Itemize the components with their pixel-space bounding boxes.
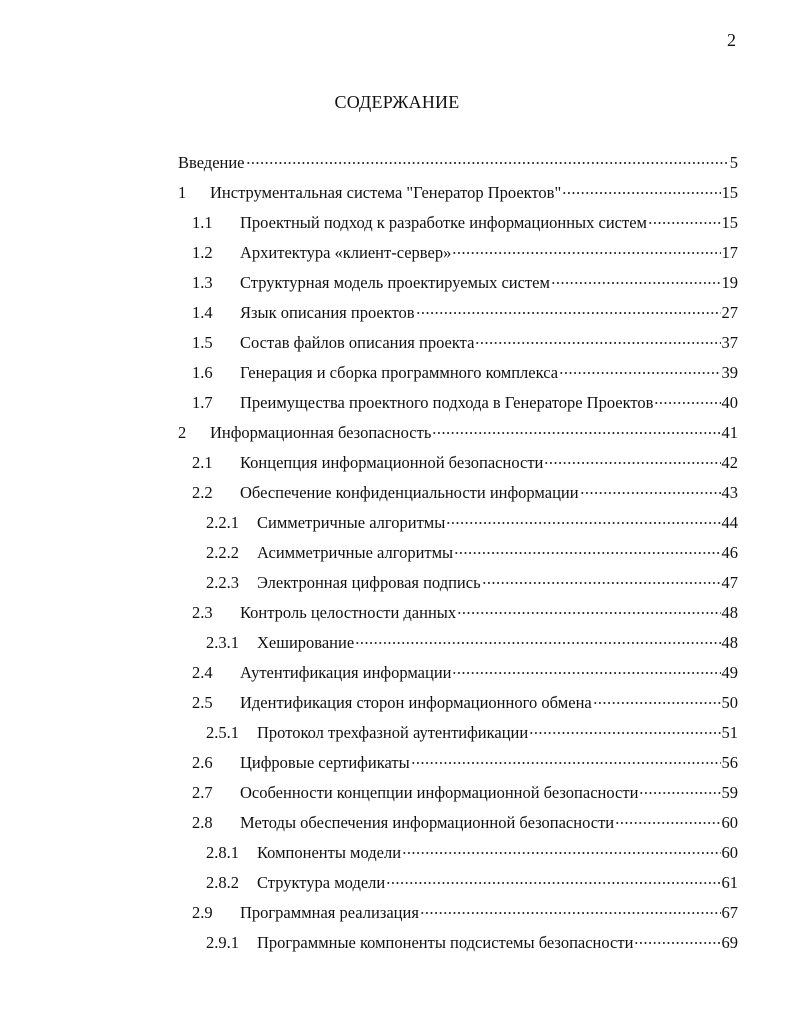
toc-entry <box>178 658 738 688</box>
toc-entry <box>178 508 738 538</box>
toc-entry <box>178 598 738 628</box>
toc-entry-title: Преимущества проектного подхода в Генераторе Проектов <box>240 393 654 412</box>
toc-entry-title: Программная реализация <box>240 903 419 922</box>
toc-entry-number: 1 <box>178 183 187 202</box>
toc-dot-leader <box>452 672 720 674</box>
toc-dot-leader <box>432 432 720 434</box>
toc-dot-leader <box>454 552 720 554</box>
toc-entry-page: 19 <box>721 273 738 292</box>
toc-entry-number: 2.8.2 <box>206 873 239 892</box>
toc-entry-title: Идентификация сторон информационного обмена <box>240 693 592 712</box>
toc-entry-title: Особенности концепции информационной безопасности <box>240 783 639 802</box>
toc-entry <box>178 688 738 718</box>
toc-entry-number: 2.6 <box>192 753 213 772</box>
toc-dot-leader <box>457 612 720 614</box>
toc-entry-number: 1.7 <box>192 393 213 412</box>
toc-entry-number: 2.9 <box>192 903 213 922</box>
toc-entry <box>178 148 738 178</box>
toc-entry-page: 15 <box>721 213 738 232</box>
toc-entry-page: 67 <box>721 903 738 922</box>
toc-entry-page: 15 <box>721 183 738 202</box>
table-of-contents <box>178 148 738 958</box>
toc-entry-number: 2.2.2 <box>206 543 239 562</box>
toc-entry-number: 2 <box>178 423 187 442</box>
toc-dot-leader <box>452 252 720 254</box>
toc-entry-page: 60 <box>721 813 738 832</box>
toc-entry <box>178 358 738 388</box>
toc-entry-number: 2.7 <box>192 783 213 802</box>
toc-entry <box>178 418 738 448</box>
toc-entry-page: 48 <box>721 633 738 652</box>
toc-entry-page: 27 <box>721 303 738 322</box>
toc-entry <box>178 928 738 958</box>
toc-entry-page: 47 <box>721 573 738 592</box>
toc-entry <box>178 268 738 298</box>
toc-entry-title: Аутентификация информации <box>240 663 452 682</box>
toc-entry-title: Проектный подход к разработке информационных систем <box>240 213 647 232</box>
toc-entry-page: 51 <box>721 723 738 742</box>
toc-entry <box>178 808 738 838</box>
toc-entry-number: 2.2 <box>192 483 213 502</box>
toc-entry-number: 1.4 <box>192 303 213 322</box>
toc-dot-leader <box>551 282 721 284</box>
toc-entry <box>178 208 738 238</box>
toc-dot-leader <box>559 372 720 374</box>
toc-entry-number: 2.2.3 <box>206 573 239 592</box>
toc-entry-number: 2.3 <box>192 603 213 622</box>
toc-entry-title: Асимметричные алгоритмы <box>257 543 454 562</box>
toc-entry-title: Электронная цифровая подпись <box>257 573 481 592</box>
toc-dot-leader <box>648 222 721 224</box>
toc-entry-title: Структурная модель проектируемых систем <box>240 273 550 292</box>
toc-entry-page: 56 <box>721 753 738 772</box>
toc-entry-page: 17 <box>721 243 738 262</box>
toc-entry-number: 2.4 <box>192 663 213 682</box>
toc-entry <box>178 568 738 598</box>
toc-dot-leader <box>639 792 720 794</box>
toc-entry <box>178 898 738 928</box>
toc-entry-title: Контроль целостности данных <box>240 603 457 622</box>
toc-entry-page: 5 <box>729 153 738 172</box>
toc-entry-number: 1.5 <box>192 333 213 352</box>
toc-entry <box>178 478 738 508</box>
toc-entry-page: 41 <box>721 423 738 442</box>
toc-dot-leader <box>580 492 721 494</box>
toc-entry <box>178 718 738 748</box>
page-title: СОДЕРЖАНИЕ <box>334 92 460 112</box>
toc-dot-leader <box>402 852 720 854</box>
toc-entry <box>178 748 738 778</box>
toc-entry-page: 50 <box>721 693 738 712</box>
toc-entry-number: 2.8 <box>192 813 213 832</box>
toc-entry <box>178 838 738 868</box>
toc-entry <box>178 298 738 328</box>
toc-entry <box>178 778 738 808</box>
toc-entry-number: 2.5.1 <box>206 723 239 742</box>
toc-entry <box>178 388 738 418</box>
toc-entry-page: 61 <box>721 873 738 892</box>
toc-dot-leader <box>544 462 720 464</box>
toc-entry-number: 2.9.1 <box>206 933 239 952</box>
toc-entry <box>178 178 738 208</box>
toc-entry-title: Симметричные алгоритмы <box>257 513 446 532</box>
toc-dot-leader <box>593 702 721 704</box>
toc-entry-number: 2.3.1 <box>206 633 239 652</box>
toc-entry-title: Инструментальная система "Генератор Проектов" <box>210 183 562 202</box>
toc-entry-page: 44 <box>721 513 738 532</box>
toc-entry-number: 1.1 <box>192 213 213 232</box>
toc-entry <box>178 328 738 358</box>
toc-dot-leader <box>246 162 729 164</box>
toc-entry-number: 1.2 <box>192 243 213 262</box>
page-number: 2 <box>727 30 736 50</box>
toc-entry <box>178 448 738 478</box>
toc-dot-leader <box>529 732 720 734</box>
toc-dot-leader <box>615 822 720 824</box>
toc-entry-title: Компоненты модели <box>257 843 402 862</box>
toc-entry-title: Генерация и сборка программного комплекса <box>240 363 559 382</box>
toc-dot-leader <box>482 582 721 584</box>
toc-entry <box>178 628 738 658</box>
toc-entry-number: 1.6 <box>192 363 213 382</box>
toc-entry-number: 2.5 <box>192 693 213 712</box>
toc-entry <box>178 868 738 898</box>
toc-entry-title: Хеширование <box>257 633 355 652</box>
toc-entry-number: 1.3 <box>192 273 213 292</box>
toc-dot-leader <box>411 762 721 764</box>
toc-entry-title: Цифровые сертификаты <box>240 753 410 772</box>
toc-entry-title: Методы обеспечения информационной безопасности <box>240 813 615 832</box>
toc-entry-title: Введение <box>178 153 245 172</box>
toc-entry-page: 43 <box>721 483 738 502</box>
toc-dot-leader <box>386 882 720 884</box>
toc-entry <box>178 538 738 568</box>
toc-entry-title: Информационная безопасность <box>210 423 432 442</box>
toc-entry-title: Протокол трехфазной аутентификации <box>257 723 529 742</box>
toc-entry-page: 39 <box>721 363 738 382</box>
toc-entry-page: 48 <box>721 603 738 622</box>
toc-entry-number: 2.1 <box>192 453 213 472</box>
toc-dot-leader <box>416 312 721 314</box>
toc-entry-number: 2.2.1 <box>206 513 239 532</box>
toc-entry-title: Концепция информационной безопасности <box>240 453 544 472</box>
toc-entry <box>178 238 738 268</box>
toc-entry-title: Состав файлов описания проекта <box>240 333 475 352</box>
toc-entry-page: 42 <box>721 453 738 472</box>
toc-dot-leader <box>654 402 720 404</box>
toc-dot-leader <box>562 192 720 194</box>
toc-entry-page: 40 <box>721 393 738 412</box>
toc-entry-title: Обеспечение конфиденциальности информации <box>240 483 579 502</box>
toc-entry-title: Структура модели <box>257 873 386 892</box>
toc-dot-leader <box>475 342 720 344</box>
toc-entry-title: Архитектура «клиент-сервер» <box>240 243 452 262</box>
toc-dot-leader <box>420 912 721 914</box>
toc-entry-page: 69 <box>721 933 738 952</box>
toc-entry-number: 2.8.1 <box>206 843 239 862</box>
toc-dot-leader <box>634 942 720 944</box>
toc-entry-title: Программные компоненты подсистемы безопасности <box>257 933 634 952</box>
toc-entry-title: Язык описания проектов <box>240 303 415 322</box>
toc-entry-page: 46 <box>721 543 738 562</box>
toc-dot-leader <box>446 522 720 524</box>
toc-entry-page: 60 <box>721 843 738 862</box>
toc-dot-leader <box>355 642 720 644</box>
toc-entry-page: 37 <box>721 333 738 352</box>
toc-entry-page: 49 <box>721 663 738 682</box>
toc-entry-page: 59 <box>721 783 738 802</box>
